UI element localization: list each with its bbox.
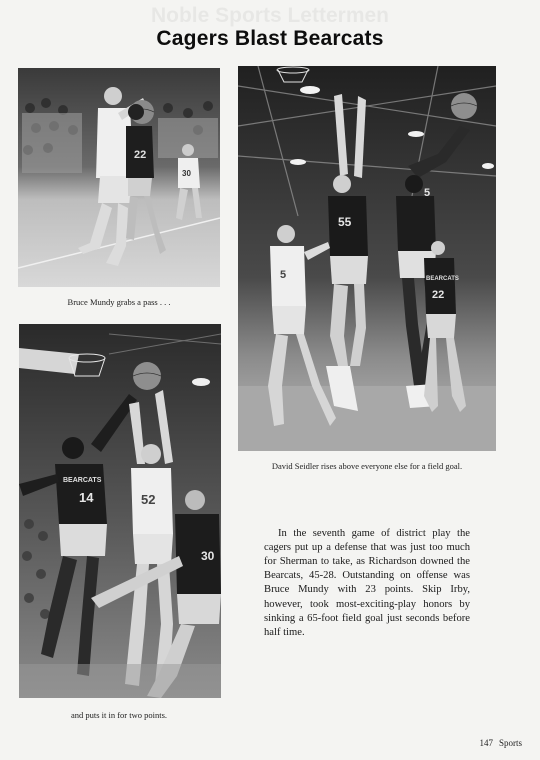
jersey-number-22: 22 — [134, 149, 147, 161]
jersey-number-5: 5 — [424, 187, 431, 199]
photo-seidler-field-goal — [238, 66, 496, 451]
jersey-text-bearcats-3: BEARCATS — [63, 477, 102, 484]
jersey-number-14: 14 — [79, 490, 94, 505]
jersey-number-22-right: 22 — [432, 289, 445, 301]
photo-mundy-pass — [18, 68, 220, 287]
jersey-number-30: 30 — [182, 169, 191, 178]
caption-photo-3: and puts it in for two points. — [70, 710, 168, 720]
jersey-text-bearcats: BEARCATS — [426, 276, 459, 282]
page-headline: Cagers Blast Bearcats — [156, 27, 384, 50]
photo-two-points — [19, 324, 221, 698]
caption-photo-2: David Seidler rises above everyone else for a field goal. — [271, 461, 463, 471]
page-number: 147 — [479, 738, 493, 748]
page-folio — [473, 738, 522, 748]
article-body: In the seventh game of district play the cagers put up a defense that was just too much for Sherman to take, as Richardson downed the Bearcats, 45-28. Outstanding on offense was Bruce Mundy with 23 points. Skip Irby, however, took most-exciting-play honors by sinking a 65-foot field goal just seconds before half time. — [264, 527, 470, 639]
jersey-number-52: 52 — [141, 492, 156, 507]
caption-photo-1: Bruce Mundy grabs a pass . . . — [67, 297, 171, 307]
bleed-through-title: Noble Sports Lettermen — [150, 4, 390, 27]
section-name: Sports — [498, 738, 522, 748]
jersey-number-55: 55 — [338, 215, 352, 229]
jersey-number-5-white: 5 — [280, 269, 287, 281]
jersey-number-30-front: 30 — [201, 549, 215, 563]
